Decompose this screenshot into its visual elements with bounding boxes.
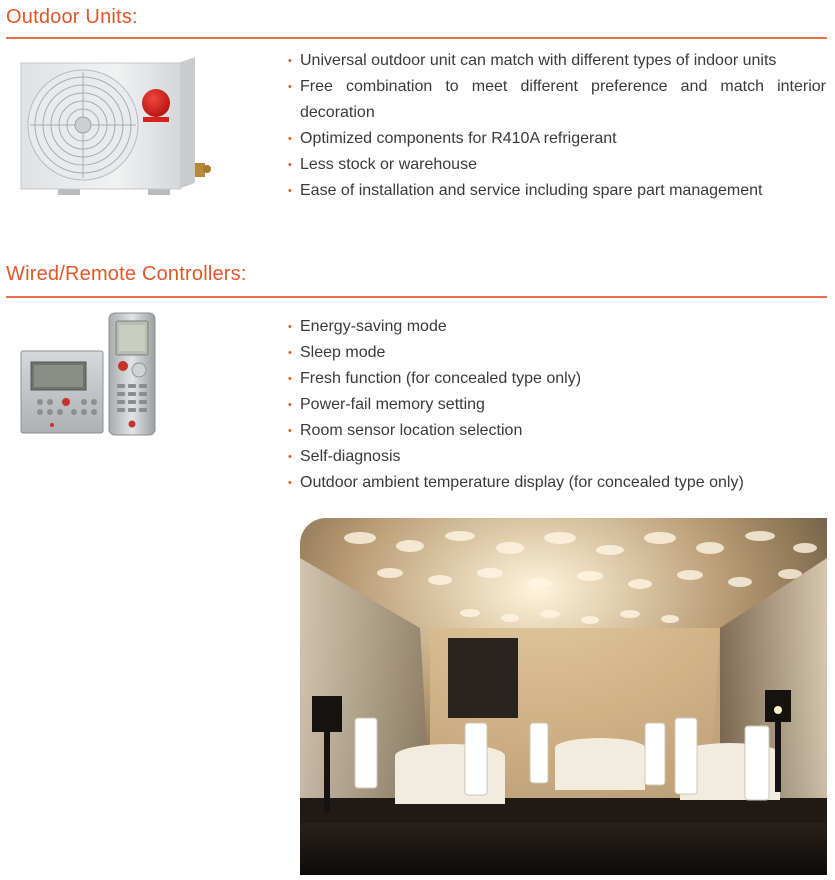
controller-features-list <box>288 314 826 496</box>
restaurant-photo <box>300 518 827 875</box>
list-item: • Self-diagnosis <box>288 444 826 470</box>
section-title-controllers: Wired/Remote Controllers: <box>6 263 247 285</box>
list-item: • Room sensor location selection <box>288 418 826 444</box>
list-item: • Optimized components for R410A refrigerant <box>288 126 826 152</box>
wired-controller-image <box>20 350 104 434</box>
list-item: • Sleep mode <box>288 340 826 366</box>
section-divider <box>6 37 827 39</box>
list-item: • Outdoor ambient temperature display (for concealed type only) <box>288 470 826 496</box>
list-item: • Fresh function (for concealed type only) <box>288 366 826 392</box>
list-item: • Energy-saving mode <box>288 314 826 340</box>
outdoor-unit-image <box>18 55 213 203</box>
list-item: • Free combination to meet different preference and match interior decoration <box>288 74 826 126</box>
remote-controller-image <box>107 312 157 436</box>
list-item: • Less stock or warehouse <box>288 152 826 178</box>
list-item: • Power-fail memory setting <box>288 392 826 418</box>
list-item: • Ease of installation and service including spare part management <box>288 178 826 204</box>
outdoor-features-list <box>288 48 826 204</box>
list-item: • Universal outdoor unit can match with different types of indoor units <box>288 48 826 74</box>
section-divider <box>6 296 827 298</box>
section-title-outdoor-units: Outdoor Units: <box>6 6 138 28</box>
